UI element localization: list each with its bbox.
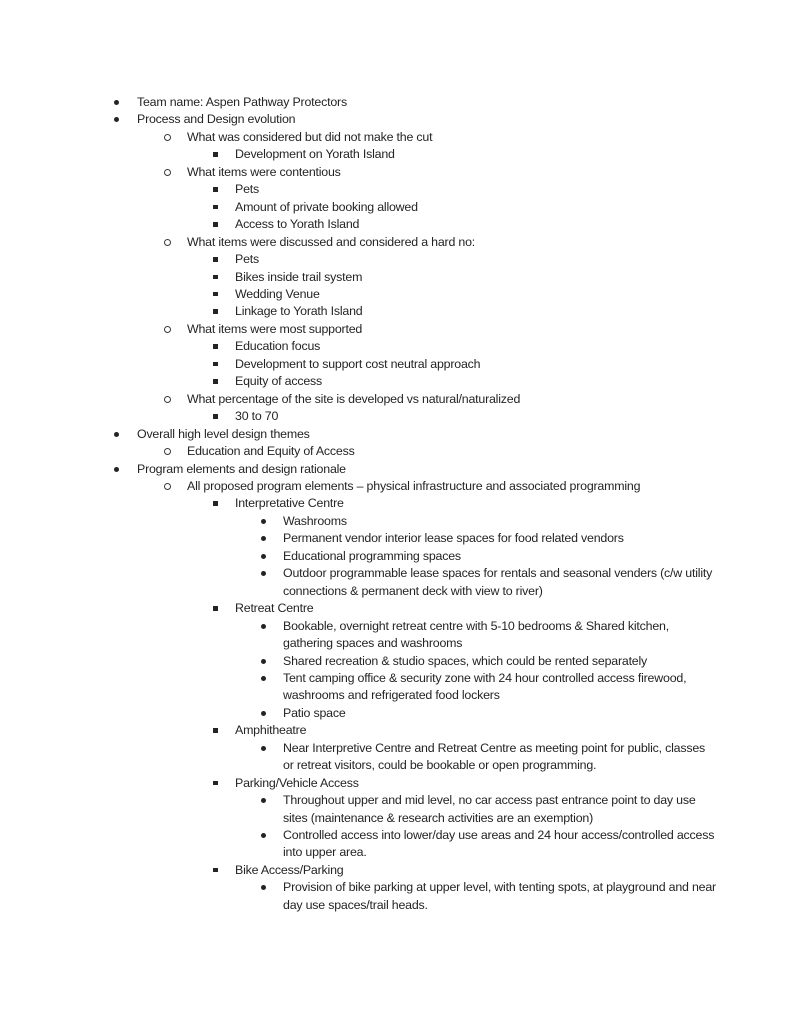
list-item-text: Team name: Aspen Pathway Protectors — [137, 95, 347, 109]
circle-bullet-icon — [164, 448, 171, 455]
list-item — [213, 775, 717, 792]
list-item — [164, 129, 717, 146]
list-item — [261, 740, 717, 775]
square-bullet-icon — [213, 728, 218, 733]
square-bullet-icon — [213, 292, 218, 297]
circle-bullet-icon — [164, 169, 171, 176]
list-item-text: Bookable, overnight retreat centre with 5-10 bedrooms & Shared kitchen, gathering spaces and washrooms — [283, 618, 669, 651]
disc-bullet-icon — [261, 798, 266, 803]
circle-bullet-icon — [164, 396, 171, 403]
list-item-text: Amphitheatre — [235, 723, 307, 738]
list-item-text: Linkage to Yorath Island — [235, 304, 363, 319]
list-item-text: Near Interpretive Centre and Retreat Centre as meeting point for public, classes or retreat visitors, could be bookable or open programming. — [283, 740, 706, 773]
disc-bullet-icon — [261, 711, 266, 716]
list-item — [213, 373, 717, 390]
list-item — [261, 827, 717, 862]
circle-bullet-icon — [164, 239, 171, 246]
disc-bullet-icon — [261, 746, 266, 751]
square-bullet-icon — [213, 257, 218, 262]
list-item — [213, 600, 717, 617]
list-item-text: Permanent vendor interior lease spaces for food related vendors — [283, 531, 624, 546]
bullet-list — [0, 94, 717, 914]
list-item — [261, 618, 717, 653]
list-item — [213, 181, 717, 198]
list-item-text: Development to support cost neutral approach — [235, 356, 481, 371]
square-bullet-icon — [213, 152, 218, 157]
disc-bullet-icon — [261, 624, 266, 629]
square-bullet-icon — [213, 362, 218, 367]
list-item — [164, 234, 717, 251]
list-item-text: Educational programming spaces — [283, 548, 461, 563]
disc-bullet-icon — [114, 100, 119, 105]
list-item — [213, 286, 717, 303]
list-item — [213, 862, 717, 879]
disc-bullet-icon — [261, 659, 266, 664]
list-item — [213, 338, 717, 355]
list-item-text: Patio space — [283, 705, 346, 720]
square-bullet-icon — [213, 781, 218, 786]
list-item-text: Controlled access into lower/day use areas and 24 hour access/controlled access into upper area. — [283, 828, 715, 860]
list-item-text: 30 to 70 — [235, 409, 279, 424]
list-item — [114, 111, 717, 128]
list-item-text: Bike Access/Parking — [235, 862, 344, 877]
disc-bullet-icon — [261, 833, 266, 838]
square-bullet-icon — [213, 344, 218, 349]
list-item — [164, 391, 717, 408]
list-item-text: What percentage of the site is developed vs natural/naturalized — [187, 391, 521, 406]
list-item — [114, 461, 717, 478]
list-item — [164, 321, 717, 338]
list-item — [213, 408, 717, 425]
square-bullet-icon — [213, 187, 218, 192]
list-item — [261, 705, 717, 722]
square-bullet-icon — [213, 501, 218, 506]
list-item-text: Provision of bike parking at upper level, with tenting spots, at playground and near day use spaces/trail heads. — [283, 880, 716, 912]
list-item — [261, 792, 717, 827]
square-bullet-icon — [213, 222, 218, 227]
list-item-text: Program elements and design rationale — [137, 461, 346, 476]
list-item — [261, 670, 717, 705]
list-item-text: Development on Yorath Island — [235, 147, 395, 162]
disc-bullet-icon — [261, 676, 266, 681]
square-bullet-icon — [213, 205, 218, 210]
list-item — [114, 426, 717, 443]
list-item — [164, 443, 717, 460]
square-bullet-icon — [213, 414, 218, 419]
list-item — [261, 653, 717, 670]
list-item-text: Bikes inside trail system — [235, 269, 363, 284]
list-item-text: What items were most supported — [187, 321, 363, 336]
list-item — [261, 530, 717, 547]
list-item-text: Washrooms — [283, 513, 347, 528]
list-item-text: Pets — [235, 252, 259, 267]
list-item-text: Tent camping office & security zone with 24 hour controlled access firewood, washrooms and refrigerated food lockers — [283, 670, 687, 703]
list-item-text: Education focus — [235, 339, 321, 354]
disc-bullet-icon — [114, 117, 119, 122]
list-item — [261, 548, 717, 565]
square-bullet-icon — [213, 868, 218, 873]
disc-bullet-icon — [261, 519, 266, 524]
list-item — [213, 251, 717, 268]
list-item-text: Interpretative Centre — [235, 496, 344, 511]
list-item — [213, 146, 717, 163]
list-item — [261, 879, 717, 914]
square-bullet-icon — [213, 309, 218, 314]
list-item — [261, 565, 717, 600]
square-bullet-icon — [213, 606, 218, 611]
list-item — [164, 478, 717, 495]
list-item-text: What items were discussed and considered a hard no: — [187, 234, 476, 249]
list-item-text: Access to Yorath Island — [235, 217, 360, 232]
circle-bullet-icon — [164, 483, 171, 490]
list-item-text: What items were contentious — [187, 164, 341, 179]
list-item-text: Parking/Vehicle Access — [235, 775, 359, 790]
list-item — [213, 495, 717, 512]
list-item-text: Throughout upper and mid level, no car access past entrance point to day use sites (maintenance & research activities are an exemption) — [283, 793, 696, 825]
list-item — [213, 303, 717, 320]
list-item-text: All proposed program elements – physical infrastructure and associated programming — [187, 478, 641, 493]
disc-bullet-icon — [261, 536, 266, 541]
list-item-text: Overall high level design themes — [137, 426, 310, 441]
list-item — [114, 94, 717, 111]
disc-bullet-icon — [114, 467, 119, 472]
list-item-text: Retreat Centre — [235, 601, 314, 616]
list-item-text: Pets — [235, 182, 259, 197]
list-item-text: Wedding Venue — [235, 286, 320, 301]
circle-bullet-icon — [164, 134, 171, 141]
circle-bullet-icon — [164, 326, 171, 333]
list-item — [213, 356, 717, 373]
disc-bullet-icon — [261, 554, 266, 559]
list-item — [213, 216, 717, 233]
list-item-text: Outdoor programmable lease spaces for rentals and seasonal venders (c/w utility connections & permanent deck with view to river) — [283, 566, 713, 598]
list-item — [213, 269, 717, 286]
square-bullet-icon — [213, 379, 218, 384]
list-item — [213, 722, 717, 739]
disc-bullet-icon — [114, 432, 119, 437]
list-item-text: Amount of private booking allowed — [235, 199, 418, 214]
disc-bullet-icon — [261, 571, 266, 576]
list-item-text: What was considered but did not make the cut — [187, 129, 433, 144]
list-item-text: Equity of access — [235, 374, 323, 389]
list-item — [213, 199, 717, 216]
list-item-text: Shared recreation & studio spaces, which could be rented separately — [283, 653, 648, 668]
list-item-text: Education and Equity of Access — [187, 444, 355, 459]
list-item — [164, 164, 717, 181]
disc-bullet-icon — [261, 885, 266, 890]
list-item-text: Process and Design evolution — [137, 112, 296, 127]
list-item — [261, 513, 717, 530]
square-bullet-icon — [213, 275, 218, 280]
